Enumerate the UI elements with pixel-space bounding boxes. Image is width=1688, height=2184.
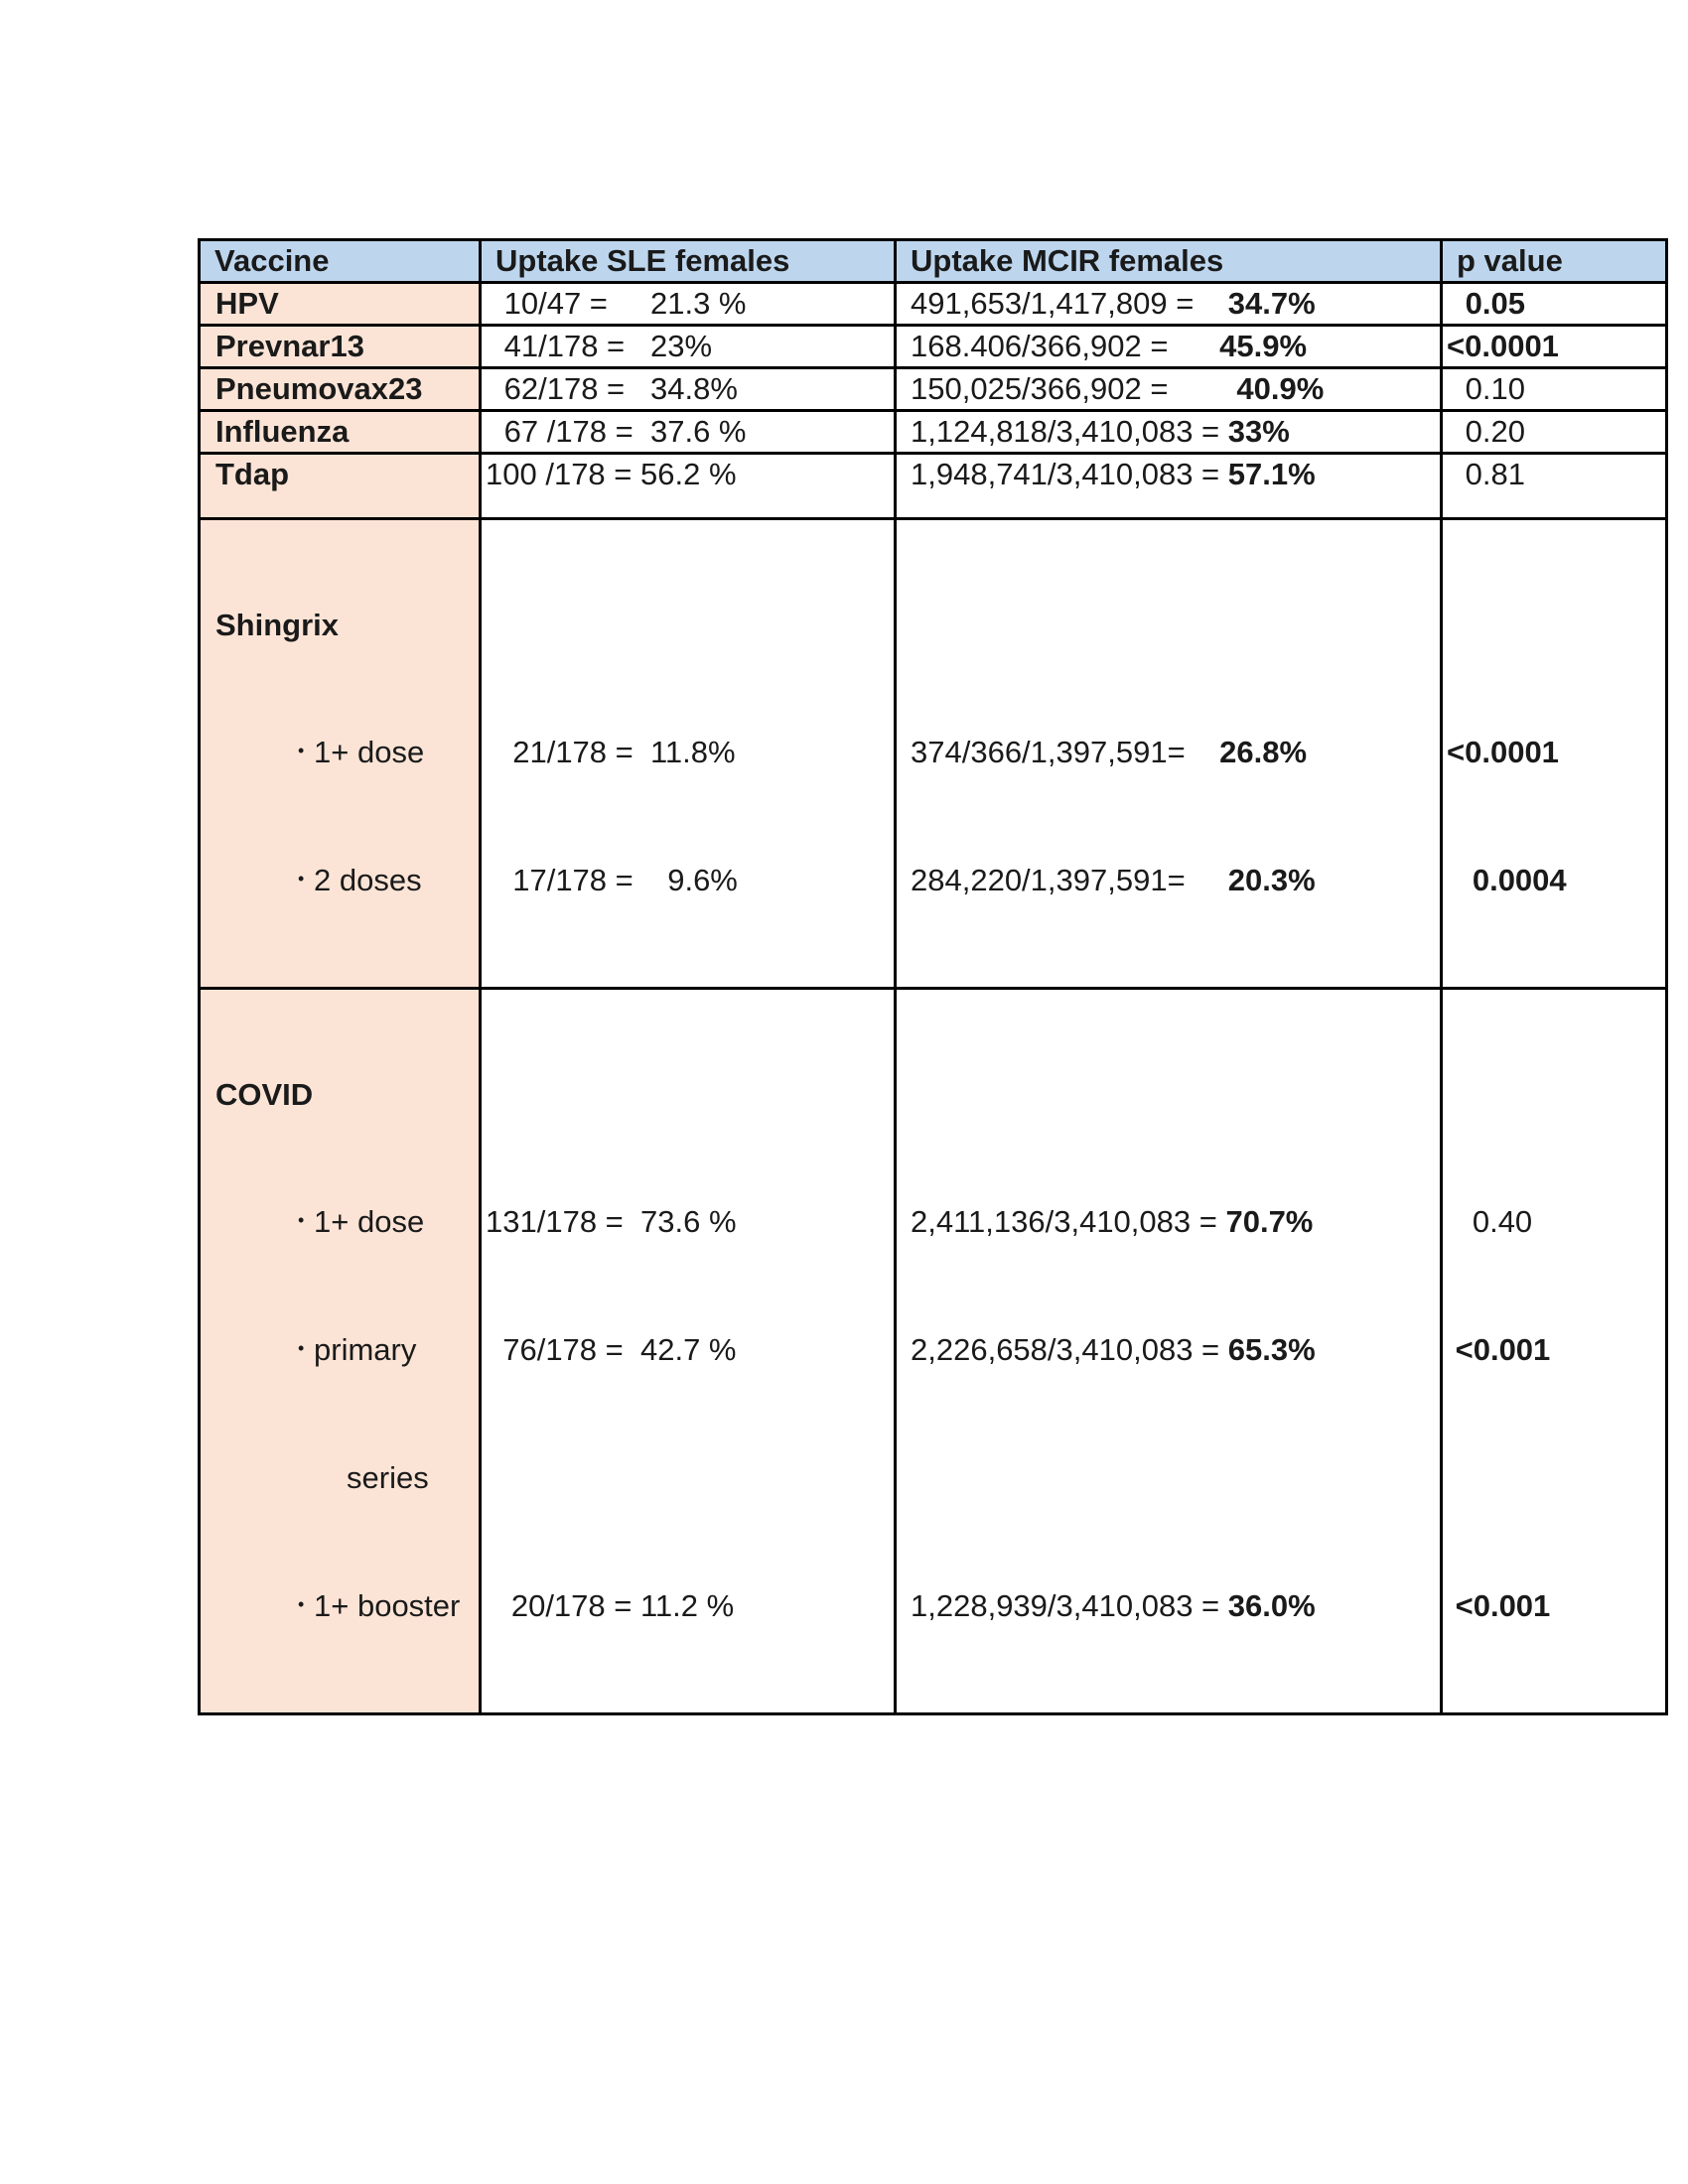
- sle-uptake: 100 /178 = 56.2 %: [481, 454, 896, 519]
- mcir-uptake: [896, 283, 1442, 326]
- table-group-covid: [200, 989, 1667, 1714]
- p-value: 0.05: [1442, 283, 1667, 326]
- mcir-uptake: [896, 326, 1442, 368]
- sle-uptake-cell: [481, 519, 896, 989]
- dose-label: • 1+ dose: [215, 731, 479, 773]
- table-row-tdap: [200, 454, 1667, 519]
- p-value: 0.40: [1447, 1204, 1533, 1239]
- mcir-percent: 20.3%: [1227, 863, 1316, 897]
- mcir-percent: 65.3%: [1227, 1332, 1316, 1367]
- vaccine-name: HPV: [200, 283, 481, 326]
- sle-uptake: 10/47 = 21.3 %: [481, 283, 896, 326]
- mcir-percent: 45.9%: [1219, 329, 1308, 363]
- header-uptake-sle: Uptake SLE females: [481, 240, 896, 283]
- table-row-influenza: [200, 411, 1667, 454]
- mcir-uptake: [896, 454, 1442, 519]
- mcir-uptake: [896, 368, 1442, 411]
- bullet-icon: •: [298, 1338, 305, 1359]
- sle-uptake-cell: [481, 989, 896, 1714]
- header-vaccine: Vaccine: [200, 240, 481, 283]
- mcir-uptake: 2,411,136/3,410,083 = 70.7%: [911, 1204, 1314, 1239]
- sle-uptake: 62/178 = 34.8%: [481, 368, 896, 411]
- bullet-icon: •: [298, 1210, 305, 1231]
- sle-uptake: 21/178 = 11.8%: [495, 735, 736, 769]
- table-row-pneumovax23: [200, 368, 1667, 411]
- mcir-uptake: 2,226,658/3,410,083 = 65.3%: [911, 1332, 1316, 1367]
- header-uptake-mcir: Uptake MCIR females: [896, 240, 1442, 283]
- vaccine-name: Shingrix: [215, 608, 340, 642]
- p-value: 0.81: [1442, 454, 1667, 519]
- sle-uptake: 131/178 = 73.6 %: [486, 1204, 737, 1239]
- mcir-uptake: 284,220/1,397,591= 20.3%: [911, 863, 1316, 897]
- p-value: 0.20: [1442, 411, 1667, 454]
- vaccine-name: Pneumovax23: [200, 368, 481, 411]
- bullet-icon: •: [298, 741, 305, 761]
- mcir-fraction: 491,653/1,417,809 =: [911, 286, 1228, 321]
- p-value: <0.0001: [1447, 735, 1559, 769]
- p-value-cell: [1442, 519, 1667, 989]
- mcir-uptake: [896, 411, 1442, 454]
- sle-uptake: 67 /178 = 37.6 %: [481, 411, 896, 454]
- vaccine-name: COVID: [215, 1077, 314, 1112]
- dose-label: • 1+ dose: [215, 1200, 479, 1243]
- sle-uptake: 76/178 = 42.7 %: [486, 1332, 737, 1367]
- dose-label: • primary: [215, 1328, 479, 1371]
- vaccine-group-cell: [200, 519, 481, 989]
- vaccine-uptake-table: [198, 238, 1668, 1715]
- bullet-icon: •: [298, 869, 305, 889]
- bullet-icon: •: [298, 1594, 305, 1615]
- vaccine-name: Influenza: [200, 411, 481, 454]
- mcir-percent: 57.1%: [1227, 457, 1316, 491]
- p-value-cell: [1442, 989, 1667, 1714]
- dose-label-continuation: series: [347, 1460, 429, 1495]
- table-group-shingrix: [200, 519, 1667, 989]
- mcir-fraction: 1,124,818/3,410,083 =: [911, 414, 1228, 449]
- mcir-fraction: 168.406/366,902 =: [911, 329, 1220, 363]
- sle-uptake: 17/178 = 9.6%: [495, 863, 738, 897]
- mcir-percent: 34.7%: [1227, 286, 1316, 321]
- p-value: <0.001: [1447, 1588, 1551, 1623]
- mcir-percent: 40.9%: [1236, 371, 1325, 406]
- p-value: <0.0001: [1442, 326, 1667, 368]
- table-row-hpv: [200, 283, 1667, 326]
- mcir-percent: 36.0%: [1227, 1588, 1316, 1623]
- header-row: [200, 240, 1667, 283]
- dose-label: • 1+ booster: [215, 1584, 479, 1627]
- table-row-prevnar13: [200, 326, 1667, 368]
- p-value: 0.0004: [1447, 863, 1567, 897]
- mcir-uptake-cell: [896, 519, 1442, 989]
- mcir-fraction: 150,025/366,902 =: [911, 371, 1237, 406]
- dose-label: • 2 doses: [215, 859, 479, 901]
- sle-uptake: 41/178 = 23%: [481, 326, 896, 368]
- vaccine-group-cell: [200, 989, 481, 1714]
- header-p-value: p value: [1442, 240, 1667, 283]
- p-value: 0.10: [1442, 368, 1667, 411]
- mcir-fraction: 1,948,741/3,410,083 =: [911, 457, 1228, 491]
- vaccine-name: Prevnar13: [200, 326, 481, 368]
- mcir-percent: 70.7%: [1225, 1204, 1314, 1239]
- p-value: <0.001: [1447, 1332, 1551, 1367]
- mcir-uptake-cell: [896, 989, 1442, 1714]
- vaccine-name: Tdap: [200, 454, 481, 519]
- mcir-percent: 33%: [1227, 414, 1290, 449]
- mcir-uptake: 374/366/1,397,591= 26.8%: [911, 735, 1308, 769]
- sle-uptake: 20/178 = 11.2 %: [486, 1588, 735, 1623]
- mcir-uptake: 1,228,939/3,410,083 = 36.0%: [911, 1588, 1316, 1623]
- mcir-percent: 26.8%: [1219, 735, 1308, 769]
